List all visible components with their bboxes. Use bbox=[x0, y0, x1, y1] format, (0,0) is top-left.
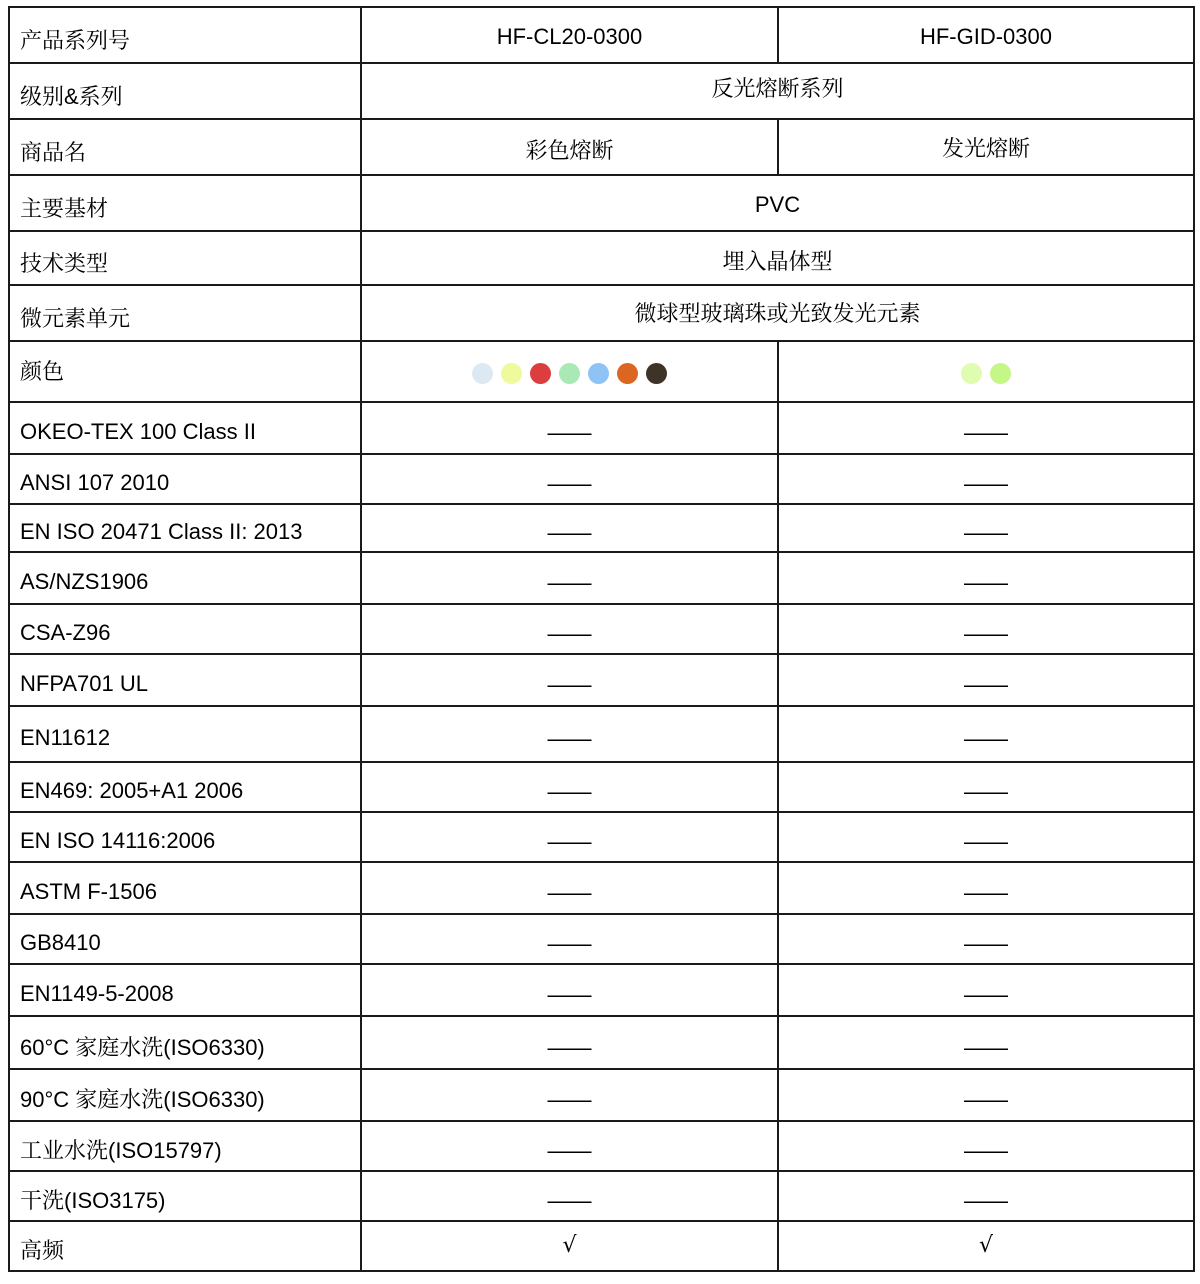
standard-name: EN1149-5-2008 bbox=[9, 964, 361, 1016]
trade-name-2: 发光熔断 bbox=[778, 119, 1194, 175]
standard-row bbox=[9, 402, 1194, 454]
standard-value-product-1: —— bbox=[361, 914, 778, 964]
standard-value-product-2: —— bbox=[778, 762, 1194, 812]
standard-value-product-2: —— bbox=[778, 654, 1194, 706]
standard-row bbox=[9, 504, 1194, 552]
color-dot bbox=[617, 363, 638, 384]
standard-name: ASTM F-1506 bbox=[9, 862, 361, 914]
standard-row bbox=[9, 454, 1194, 504]
standard-value-product-1: —— bbox=[361, 1121, 778, 1171]
standard-row bbox=[9, 654, 1194, 706]
standard-value-product-2: —— bbox=[778, 812, 1194, 862]
standard-name: 干洗(ISO3175) bbox=[9, 1171, 361, 1221]
spec-table bbox=[8, 6, 1195, 1272]
label-trade-name: 商品名 bbox=[9, 119, 361, 175]
standard-value-product-1: —— bbox=[361, 1016, 778, 1068]
label-technology: 技术类型 bbox=[9, 231, 361, 285]
color-dot bbox=[530, 363, 551, 384]
product-2-code: HF-GID-0300 bbox=[778, 7, 1194, 63]
color-dot bbox=[472, 363, 493, 384]
standard-value-product-2: —— bbox=[778, 402, 1194, 454]
label-product-series: 产品系列号 bbox=[9, 7, 361, 63]
standard-value-product-1: —— bbox=[361, 812, 778, 862]
color-dot bbox=[961, 363, 982, 384]
standard-value-product-2: —— bbox=[778, 914, 1194, 964]
standard-value-product-2: —— bbox=[778, 964, 1194, 1016]
standard-row bbox=[9, 552, 1194, 604]
standard-name: EN469: 2005+A1 2006 bbox=[9, 762, 361, 812]
standard-value-product-1: —— bbox=[361, 1069, 778, 1121]
standard-row bbox=[9, 1171, 1194, 1221]
standard-name: ANSI 107 2010 bbox=[9, 454, 361, 504]
standard-value-product-1: —— bbox=[361, 654, 778, 706]
product-1-code: HF-CL20-0300 bbox=[361, 7, 778, 63]
color-dots-group bbox=[472, 357, 667, 384]
standard-name: EN ISO 14116:2006 bbox=[9, 812, 361, 862]
technology-value: 埋入晶体型 bbox=[361, 231, 1194, 285]
standard-row bbox=[9, 1121, 1194, 1171]
standard-name: 90°C 家庭水洗(ISO6330) bbox=[9, 1069, 361, 1121]
color-dot bbox=[646, 363, 667, 384]
row-technology bbox=[9, 231, 1194, 285]
standard-row bbox=[9, 1069, 1194, 1121]
standard-name: CSA-Z96 bbox=[9, 604, 361, 654]
standard-value-product-1: —— bbox=[361, 964, 778, 1016]
standard-name: EN ISO 20471 Class II: 2013 bbox=[9, 504, 361, 552]
standard-value-product-1: —— bbox=[361, 862, 778, 914]
standard-value-product-1: —— bbox=[361, 552, 778, 604]
standard-name: NFPA701 UL bbox=[9, 654, 361, 706]
standard-value-product-2: —— bbox=[778, 862, 1194, 914]
standard-row bbox=[9, 762, 1194, 812]
standard-row bbox=[9, 914, 1194, 964]
row-product-series bbox=[9, 7, 1194, 63]
trade-name-1: 彩色熔断 bbox=[361, 119, 778, 175]
standard-name: OKEO-TEX 100 Class II bbox=[9, 402, 361, 454]
standard-value-product-2: —— bbox=[778, 454, 1194, 504]
standard-row bbox=[9, 706, 1194, 762]
row-micro-element bbox=[9, 285, 1194, 341]
row-grade-series bbox=[9, 63, 1194, 119]
standard-value-product-1: —— bbox=[361, 504, 778, 552]
standard-row bbox=[9, 604, 1194, 654]
standard-value-product-1: —— bbox=[361, 454, 778, 504]
label-micro-element: 微元素单元 bbox=[9, 285, 361, 341]
standard-value-product-2: —— bbox=[778, 1121, 1194, 1171]
color-dot bbox=[588, 363, 609, 384]
standard-value-product-1: —— bbox=[361, 762, 778, 812]
micro-element-value: 微球型玻璃珠或光致发光元素 bbox=[361, 285, 1194, 341]
standard-name: EN11612 bbox=[9, 706, 361, 762]
standard-value-product-2: —— bbox=[778, 1016, 1194, 1068]
standard-value-product-1: —— bbox=[361, 706, 778, 762]
standard-name: GB8410 bbox=[9, 914, 361, 964]
color-dot bbox=[501, 363, 522, 384]
standard-row bbox=[9, 1016, 1194, 1068]
row-material bbox=[9, 175, 1194, 231]
standard-value-product-1: —— bbox=[361, 604, 778, 654]
label-grade-series: 级别&系列 bbox=[9, 63, 361, 119]
standard-name: 工业水洗(ISO15797) bbox=[9, 1121, 361, 1171]
high-frequency-2: √ bbox=[778, 1221, 1194, 1271]
label-high-frequency: 高频 bbox=[9, 1221, 361, 1271]
standard-row bbox=[9, 964, 1194, 1016]
standard-value-product-2: —— bbox=[778, 1171, 1194, 1221]
color-swatches-1 bbox=[361, 341, 778, 401]
row-colors bbox=[9, 341, 1194, 401]
color-swatches-2 bbox=[778, 341, 1194, 401]
standard-value-product-2: —— bbox=[778, 604, 1194, 654]
row-high-frequency bbox=[9, 1221, 1194, 1271]
color-dots-group bbox=[961, 357, 1011, 384]
grade-series-value: 反光熔断系列 bbox=[361, 63, 1194, 119]
label-colors: 颜色 bbox=[9, 341, 361, 401]
material-value: PVC bbox=[361, 175, 1194, 231]
standard-name: 60°C 家庭水洗(ISO6330) bbox=[9, 1016, 361, 1068]
high-frequency-1: √ bbox=[361, 1221, 778, 1271]
standard-value-product-2: —— bbox=[778, 1069, 1194, 1121]
color-dot bbox=[990, 363, 1011, 384]
standard-value-product-2: —— bbox=[778, 504, 1194, 552]
standard-row bbox=[9, 812, 1194, 862]
label-material: 主要基材 bbox=[9, 175, 361, 231]
standard-value-product-1: —— bbox=[361, 402, 778, 454]
standard-value-product-2: —— bbox=[778, 706, 1194, 762]
row-trade-name bbox=[9, 119, 1194, 175]
standard-name: AS/NZS1906 bbox=[9, 552, 361, 604]
color-dot bbox=[559, 363, 580, 384]
standard-value-product-2: —— bbox=[778, 552, 1194, 604]
standard-row bbox=[9, 862, 1194, 914]
standard-value-product-1: —— bbox=[361, 1171, 778, 1221]
